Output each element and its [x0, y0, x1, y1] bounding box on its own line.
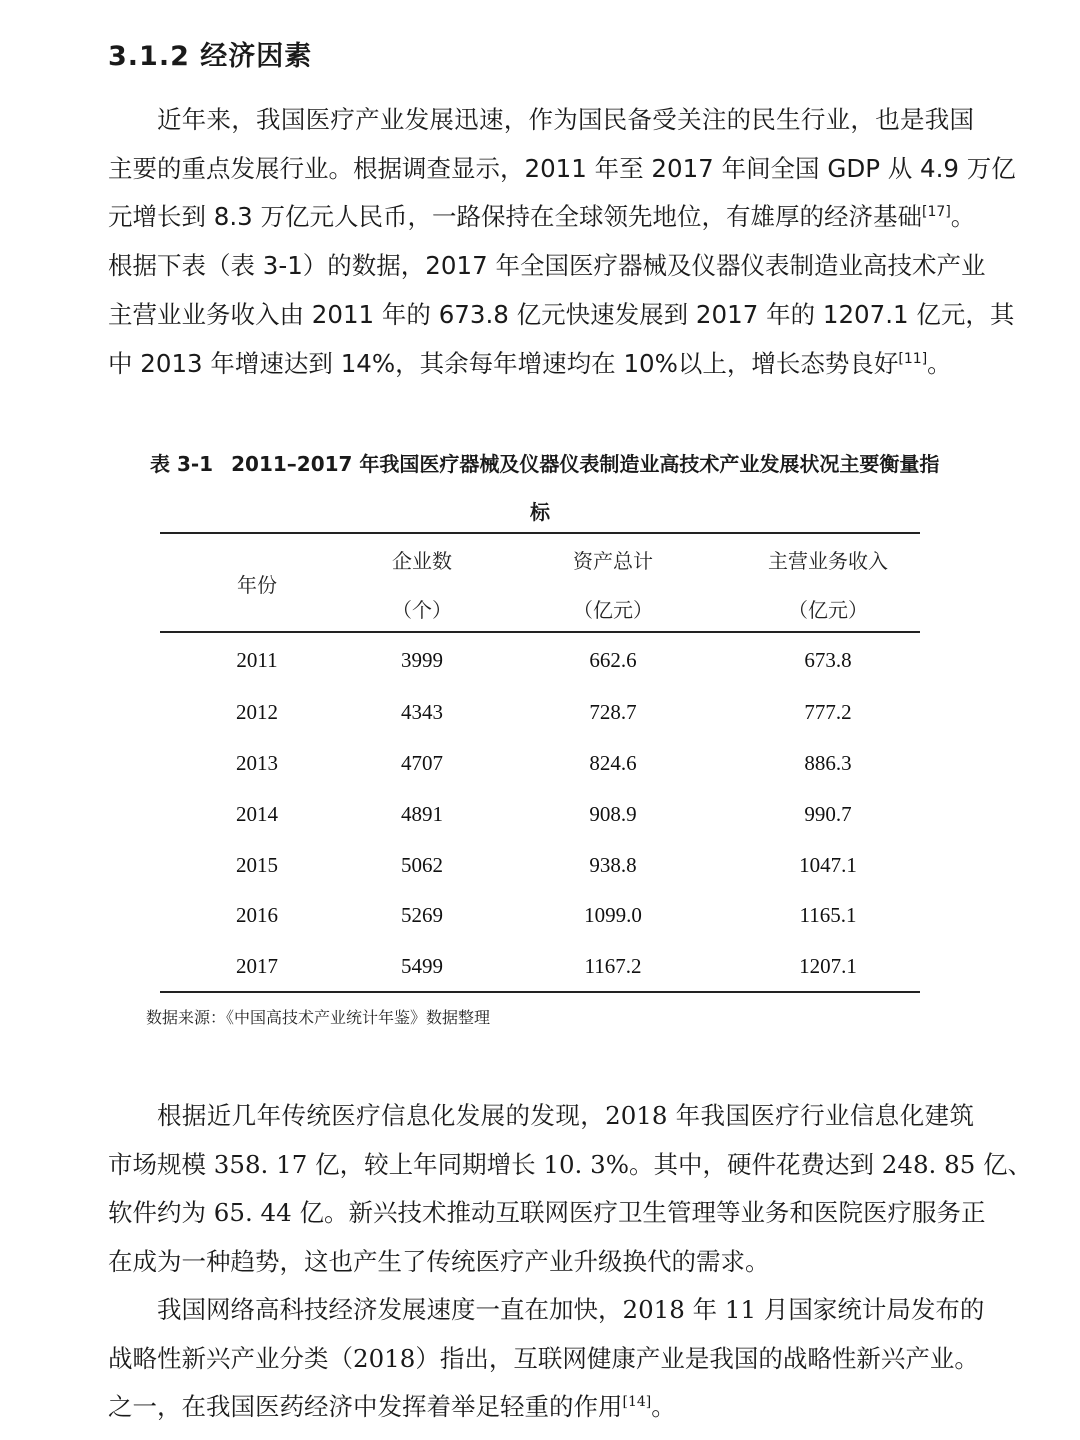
paragraph-line-text: 之一，在我国医药经济中发挥着举足轻重的作用 [108, 1392, 623, 1422]
table-cell-enterprises: 5269 [401, 903, 443, 927]
table-header-revenue-unit: （亿元） [788, 598, 868, 622]
paragraph-line-tail: 。 [651, 1392, 676, 1422]
table-cell-assets: 728.7 [589, 700, 637, 724]
table-cell-year: 2016 [236, 903, 278, 927]
table-cell-revenue: 1207.1 [799, 954, 857, 978]
table-cell-assets: 662.6 [589, 648, 637, 672]
table-caption-line: 标 [530, 500, 550, 524]
table-cell-assets: 824.6 [589, 751, 637, 775]
paragraph-line: 我国网络高科技经济发展速度一直在加快，2018 年 11 月国家统计局发布的 [157, 1295, 985, 1324]
table-caption [150, 440, 975, 536]
paragraph-line: 近年来，我国医疗产业发展迅速，作为国民备受关注的民生行业，也是我国 [157, 105, 974, 134]
table-header-revenue: 主营业务收入 [768, 549, 888, 573]
table-cell-assets: 1167.2 [584, 954, 642, 978]
table-cell-enterprises: 4707 [401, 751, 443, 775]
table-cell-year: 2013 [236, 751, 278, 775]
paragraph-line: 市场规模 358. 17 亿，较上年同期增长 10. 3%。其中，硬件花费达到 248. 85 亿、 [108, 1149, 1033, 1179]
table-header-assets-unit: （亿元） [573, 598, 653, 622]
table-caption-text: 2011–2017 年我国医疗器械及仪器仪表制造业高技术产业发展状况主要衡量指 [231, 452, 940, 476]
table-bottom-rule [160, 991, 920, 993]
citation-ref: [11] [898, 350, 928, 367]
citation-ref: [14] [622, 1394, 652, 1411]
paragraph-line: 在成为一种趋势，这也产生了传统医疗产业升级换代的需求。 [108, 1247, 770, 1277]
paragraph-line: 主要的重点发展行业。根据调查显示，2011 年至 2017 年间全国 GDP 从 4.9 万亿 [108, 153, 1016, 183]
table-cell-year: 2012 [236, 700, 278, 724]
table-caption-label: 表 3-1 [150, 452, 214, 476]
table-cell-enterprises: 5062 [401, 853, 443, 877]
paragraph-line: 战略性新兴产业分类（2018）指出，互联网健康产业是我国的战略性新兴产业。 [108, 1343, 979, 1373]
table-header-year: 年份 [237, 573, 277, 597]
table-header-assets: 资产总计 [573, 549, 653, 573]
table-cell-assets: 1099.0 [584, 903, 642, 927]
table-cell-year: 2014 [236, 802, 278, 826]
paragraph-line [108, 1383, 974, 1432]
paragraph-line: 主营业业务收入由 2011 年的 673.8 亿元快速发展到 2017 年的 1207.1 亿元，其 [108, 299, 1015, 329]
table-cell-assets: 938.8 [589, 853, 637, 877]
table-top-rule [160, 532, 920, 534]
table-header-enterprises: 企业数 [392, 549, 452, 573]
table-cell-enterprises: 3999 [401, 648, 443, 672]
paragraph-line: 软件约为 65. 44 亿。新兴技术推动互联网医疗卫生管理等业务和医院医疗服务正 [108, 1198, 986, 1228]
table-source-note: 数据来源：《中国高技术产业统计年鉴》数据整理 [146, 1008, 491, 1027]
table-cell-revenue: 673.8 [804, 648, 852, 672]
table-cell-revenue: 1165.1 [799, 903, 857, 927]
paragraph-medical-informatization [108, 1092, 1033, 1287]
table-header-enterprises-unit: （个） [392, 598, 452, 622]
paragraph-strategic-industry [108, 1286, 985, 1432]
paragraph-line-text: 元增长到 8.3 万亿元人民币，一路保持在全球领先地位，有雄厚的经济基础 [108, 202, 923, 232]
table-cell-year: 2015 [236, 853, 278, 877]
table-cell-revenue: 886.3 [804, 751, 852, 775]
table-cell-revenue: 1047.1 [799, 853, 857, 877]
paragraph-line [108, 193, 974, 242]
table-cell-assets: 908.9 [589, 802, 637, 826]
table-cell-revenue: 777.2 [804, 700, 852, 724]
paragraph-line-tail: 。 [950, 202, 976, 232]
table-cell-enterprises: 5499 [401, 954, 443, 978]
paragraph-line-tail: 。 [927, 348, 952, 378]
table-cell-enterprises: 4343 [401, 700, 443, 724]
paragraph-line [108, 340, 974, 389]
paragraph-line: 根据下表（表 3-1）的数据，2017 年全国医疗器械及仪器仪表制造业高技术产业 [108, 251, 986, 281]
paragraph-line-text: 中 2013 年增速达到 14%，其余每年增速均在 10%以上，增长态势良好 [108, 348, 899, 378]
table-caption-line [150, 440, 975, 488]
table-cell-year: 2017 [236, 954, 278, 978]
section-heading: 3.1.2 经济因素 [108, 41, 313, 72]
table-cell-revenue: 990.7 [804, 802, 852, 826]
table-header-rule [160, 631, 920, 633]
table-cell-year: 2011 [236, 648, 278, 672]
paragraph-economic-overview [108, 96, 1016, 388]
table-cell-enterprises: 4891 [401, 802, 443, 826]
citation-ref: [17] [922, 204, 951, 221]
paragraph-line: 根据近几年传统医疗信息化发展的发现，2018 年我国医疗行业信息化建筑 [157, 1101, 974, 1130]
